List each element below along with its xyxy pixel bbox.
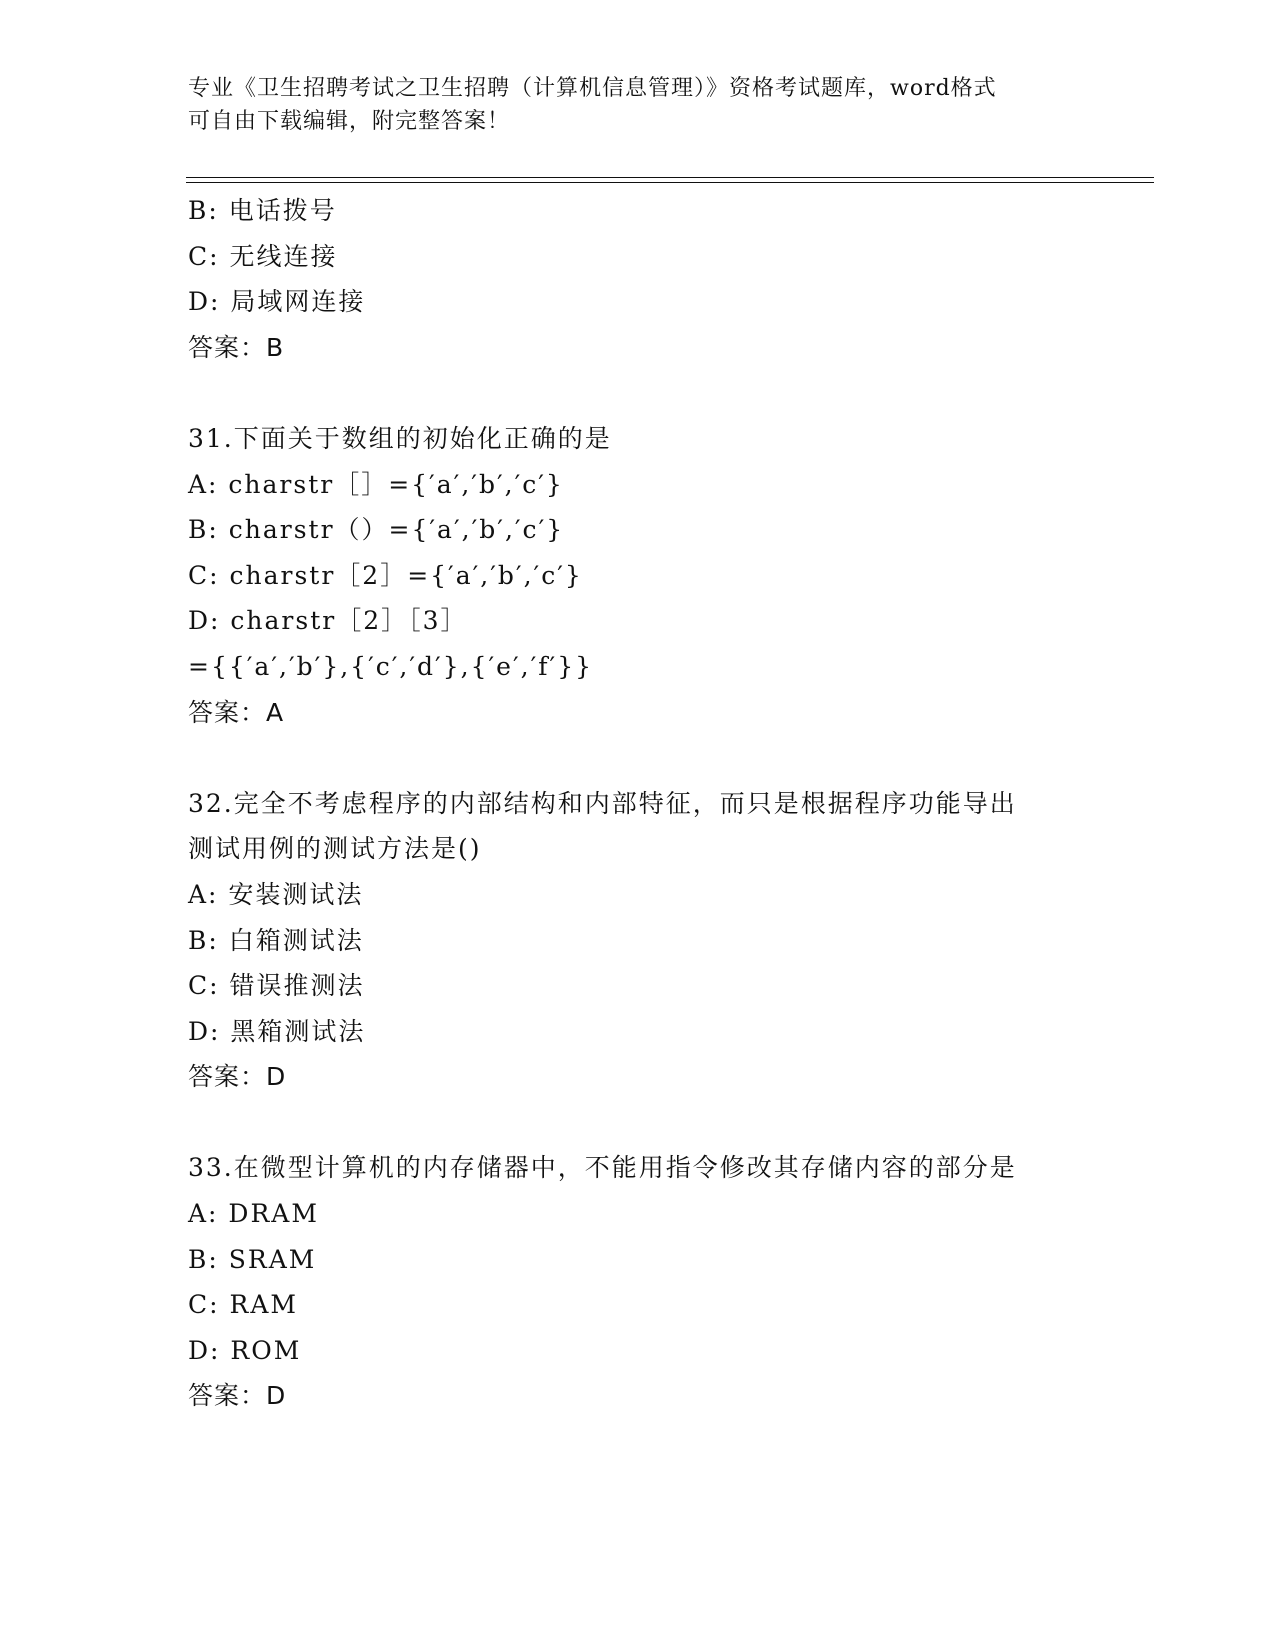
option-d-continued: ={{′a′,′b′},{′c′,′d′},{′e′,′f′}} xyxy=(188,651,594,681)
question-stem: 32.完全不考虑程序的内部结构和内部特征，而只是根据程序功能导出 xyxy=(188,788,1017,818)
question-30-continued xyxy=(188,188,1088,370)
question-stem: 33.在微型计算机的内存储器中，不能用指令修改其存储内容的部分是 xyxy=(188,1153,1017,1183)
option-d: D: 黑箱测试法 xyxy=(188,1016,366,1046)
answer-line: 答案：A xyxy=(188,697,285,727)
question-list xyxy=(188,188,1088,1419)
question-stem: 31.下面关于数组的初始化正确的是 xyxy=(188,423,612,453)
header-line-2: 可自由下载编辑，附完整答案！ xyxy=(188,109,511,134)
spacer xyxy=(188,370,1088,416)
document-header xyxy=(188,72,1078,138)
option-a: A: charstr［］={′a′,′b′,′c′} xyxy=(188,469,564,499)
option-a: A: DRAM xyxy=(188,1199,319,1229)
option-b: B: 白箱测试法 xyxy=(188,925,364,955)
question-31 xyxy=(188,416,1088,735)
option-d: D: charstr［2］［3］ xyxy=(188,606,468,636)
question-stem-continued: 测试用例的测试方法是() xyxy=(188,834,482,864)
answer-line: 答案：D xyxy=(188,1062,287,1092)
header-line-1: 专业《卫生招聘考试之卫生招聘（计算机信息管理）》资格考试题库，word格式 xyxy=(188,76,997,101)
spacer xyxy=(188,1100,1088,1146)
spacer xyxy=(188,735,1088,781)
option-b: B: SRAM xyxy=(188,1244,317,1274)
option-b: B: charstr（）={′a′,′b′,′c′} xyxy=(188,515,565,545)
option-c: C: 错误推测法 xyxy=(188,971,365,1001)
option-d: D: ROM xyxy=(188,1335,302,1365)
question-33 xyxy=(188,1145,1088,1419)
header-divider-bottom xyxy=(186,182,1154,183)
option-c: C: 无线连接 xyxy=(188,241,338,271)
answer-line: 答案：B xyxy=(188,332,285,362)
option-c: C: RAM xyxy=(188,1290,298,1320)
option-b: B: 电话拨号 xyxy=(188,196,337,225)
option-d: D: 局域网连接 xyxy=(188,287,366,317)
header-divider-top xyxy=(186,177,1154,178)
option-c: C: charstr［2］={′a′,′b′,′c′} xyxy=(188,560,583,590)
option-a: A: 安装测试法 xyxy=(188,879,364,909)
question-32 xyxy=(188,781,1088,1100)
answer-line: 答案：D xyxy=(188,1381,287,1411)
